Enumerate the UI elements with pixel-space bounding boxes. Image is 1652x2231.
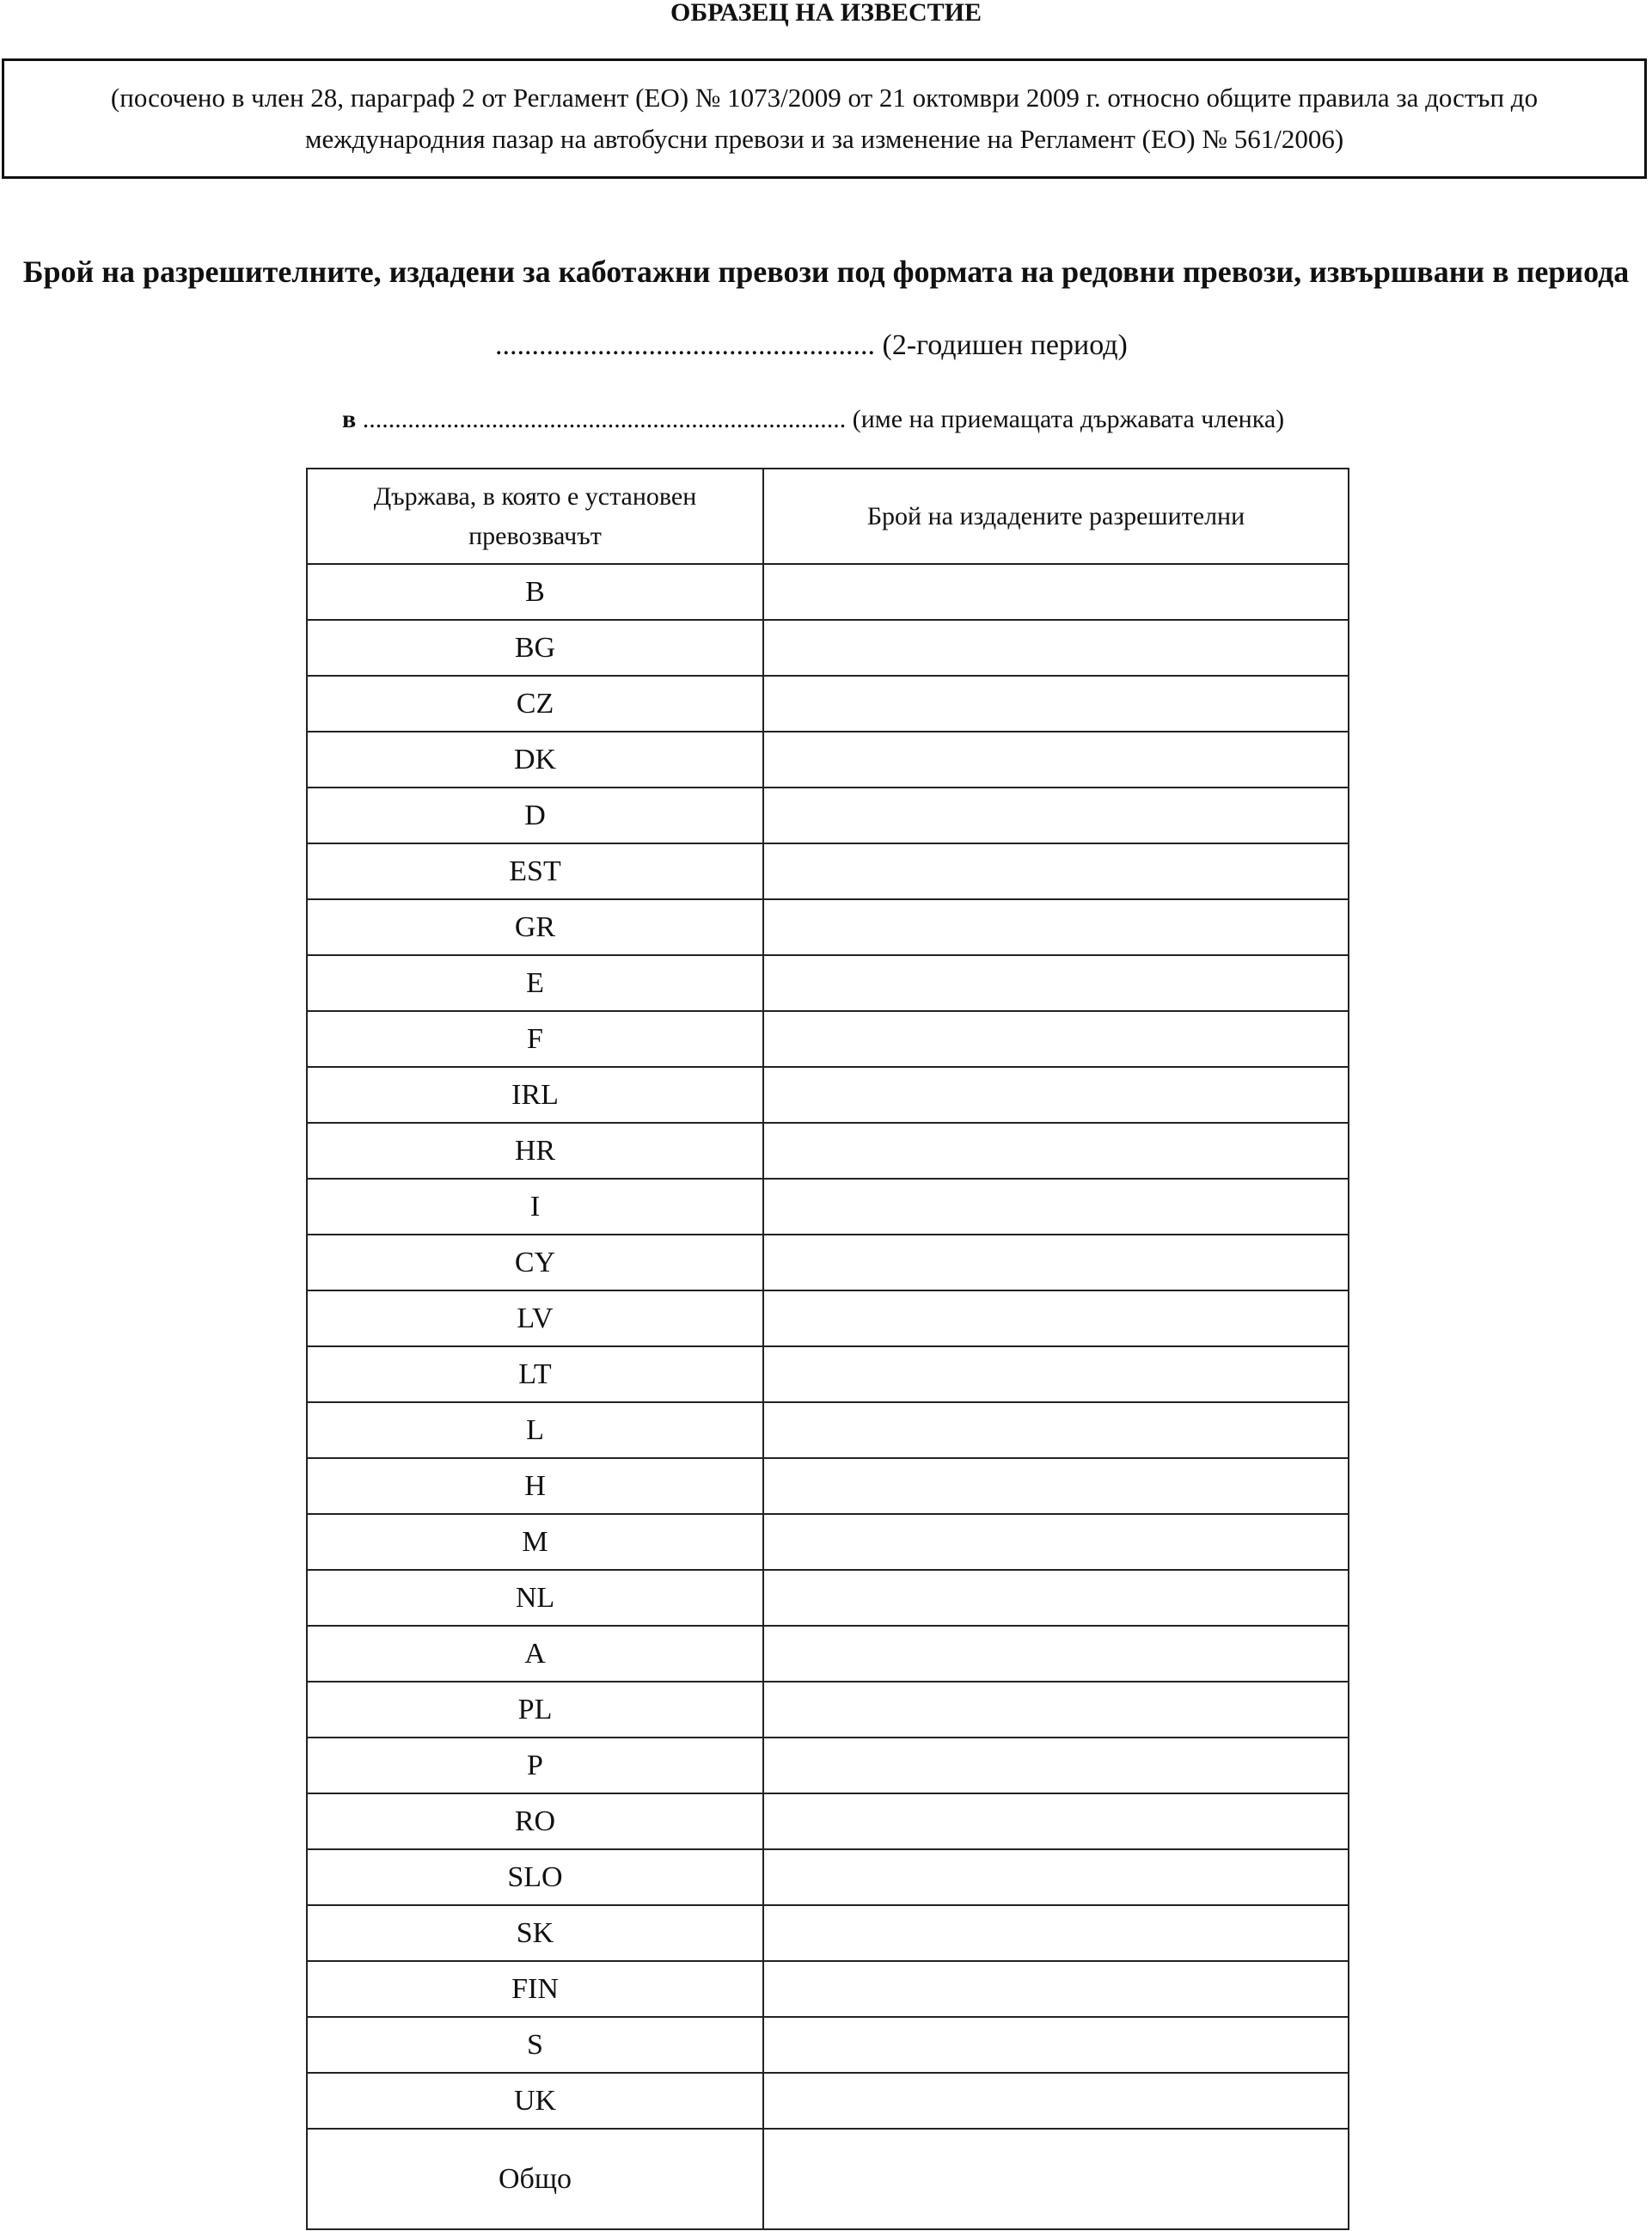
permit-count-cell[interactable]	[763, 620, 1349, 676]
country-code-cell: L	[307, 1402, 763, 1458]
country-code-cell: F	[307, 1011, 763, 1067]
permit-count-cell[interactable]	[763, 1179, 1349, 1235]
permit-count-cell[interactable]	[763, 1738, 1349, 1793]
period-blank[interactable]: ....................................................	[495, 329, 875, 361]
permit-count-cell[interactable]	[763, 1346, 1349, 1402]
permit-count-cell[interactable]	[763, 1514, 1349, 1570]
member-state-prefix: в	[342, 405, 357, 433]
table-body	[307, 564, 1349, 2229]
table-row	[307, 1626, 1349, 1682]
total-row	[307, 2129, 1349, 2229]
period-label: (2-годишен период)	[882, 329, 1128, 361]
regulation-reference-line-1: (посочено в член 28, параграф 2 от Регламент (ЕО) № 1073/2009 от 21 октомври 2009 г. относно общите правила за достъп до	[110, 83, 1539, 113]
table-row	[307, 2017, 1349, 2073]
table-row	[307, 1514, 1349, 1570]
country-code-cell: E	[307, 955, 763, 1011]
table-row	[307, 1793, 1349, 1849]
table-row	[307, 1179, 1349, 1235]
country-code-cell: BG	[307, 620, 763, 676]
permit-count-cell[interactable]	[763, 1570, 1349, 1626]
form-heading: Брой на разрешителните, издадени за каботажни превози под формата на редовни превози, извършвани в периода	[22, 254, 1630, 289]
document-title: ОБРАЗЕЦ НА ИЗВЕСТИЕ	[670, 0, 982, 27]
country-code-cell: D	[307, 788, 763, 843]
country-code-cell: B	[307, 564, 763, 620]
table-row	[307, 1738, 1349, 1793]
permit-count-cell[interactable]	[763, 1682, 1349, 1738]
table-row	[307, 1290, 1349, 1346]
country-code-cell: LV	[307, 1290, 763, 1346]
country-code-cell: A	[307, 1626, 763, 1682]
permit-count-cell[interactable]	[763, 1849, 1349, 1905]
country-code-cell: FIN	[307, 1961, 763, 2017]
table-row	[307, 1682, 1349, 1738]
table-row	[307, 1123, 1349, 1179]
country-code-cell: M	[307, 1514, 763, 1570]
table-row	[307, 2073, 1349, 2129]
permits-table	[306, 468, 1349, 2230]
table-row	[307, 676, 1349, 732]
country-code-cell: RO	[307, 1793, 763, 1849]
country-code-cell: EST	[307, 843, 763, 899]
permit-count-cell[interactable]	[763, 843, 1349, 899]
table-row	[307, 1402, 1349, 1458]
table-row	[307, 1849, 1349, 1905]
table-row	[307, 1067, 1349, 1123]
country-code-cell: SK	[307, 1905, 763, 1961]
permit-count-cell[interactable]	[763, 1905, 1349, 1961]
table-row	[307, 955, 1349, 1011]
country-code-cell: DK	[307, 732, 763, 788]
permit-count-cell[interactable]	[763, 1961, 1349, 2017]
permit-count-cell[interactable]	[763, 1011, 1349, 1067]
table-row	[307, 1570, 1349, 1626]
country-code-cell: PL	[307, 1682, 763, 1738]
country-code-cell: UK	[307, 2073, 763, 2129]
permit-count-cell[interactable]	[763, 2017, 1349, 2073]
country-code-cell: NL	[307, 1570, 763, 1626]
permit-count-cell[interactable]	[763, 2073, 1349, 2129]
country-code-cell: IRL	[307, 1067, 763, 1123]
table-row	[307, 732, 1349, 788]
regulation-reference-line-2: международния пазар на автобусни превози и за изменение на Регламент (ЕО) № 561/2006)	[304, 124, 1344, 154]
table-row	[307, 1011, 1349, 1067]
permit-count-cell[interactable]	[763, 732, 1349, 788]
table-row	[307, 788, 1349, 843]
permit-count-cell[interactable]	[763, 1793, 1349, 1849]
member-state-label: (име на приемащата държавата членка)	[852, 405, 1285, 433]
country-code-cell: S	[307, 2017, 763, 2073]
country-code-cell: SLO	[307, 1849, 763, 1905]
column-header-country-line-1: Държава, в която е установен	[373, 481, 697, 511]
permit-count-cell[interactable]	[763, 955, 1349, 1011]
column-header-country	[307, 469, 763, 564]
table-row	[307, 1905, 1349, 1961]
member-state-line	[342, 401, 1284, 438]
permit-count-cell[interactable]	[763, 1458, 1349, 1514]
country-code-cell: HR	[307, 1123, 763, 1179]
country-code-cell: CZ	[307, 676, 763, 732]
permit-count-cell[interactable]	[763, 1067, 1349, 1123]
table-row	[307, 1346, 1349, 1402]
table-row	[307, 564, 1349, 620]
country-code-cell: I	[307, 1179, 763, 1235]
table-row	[307, 1961, 1349, 2017]
permit-count-cell[interactable]	[763, 564, 1349, 620]
permit-count-cell[interactable]	[763, 1235, 1349, 1290]
member-state-blank[interactable]: ...........................................................................	[362, 405, 847, 433]
regulation-reference-box	[2, 58, 1647, 179]
column-header-country-line-2: превозвачът	[468, 521, 602, 550]
table-row	[307, 899, 1349, 955]
total-label-cell: Общо	[307, 2129, 763, 2229]
country-code-cell: GR	[307, 899, 763, 955]
country-code-cell: P	[307, 1738, 763, 1793]
permit-count-cell[interactable]	[763, 899, 1349, 955]
country-code-cell: H	[307, 1458, 763, 1514]
total-count-cell[interactable]	[763, 2129, 1349, 2229]
table-header-row	[307, 469, 1349, 564]
permit-count-cell[interactable]	[763, 788, 1349, 843]
column-header-count: Брой на издадените разрешителни	[763, 469, 1349, 564]
table-row	[307, 620, 1349, 676]
permit-count-cell[interactable]	[763, 1290, 1349, 1346]
permit-count-cell[interactable]	[763, 676, 1349, 732]
period-line	[495, 325, 1128, 366]
country-code-cell: CY	[307, 1235, 763, 1290]
permit-count-cell[interactable]	[763, 1123, 1349, 1179]
country-code-cell: LT	[307, 1346, 763, 1402]
permit-count-cell[interactable]	[763, 1402, 1349, 1458]
table-row	[307, 1235, 1349, 1290]
table-row	[307, 843, 1349, 899]
table-row	[307, 1458, 1349, 1514]
permit-count-cell[interactable]	[763, 1626, 1349, 1682]
